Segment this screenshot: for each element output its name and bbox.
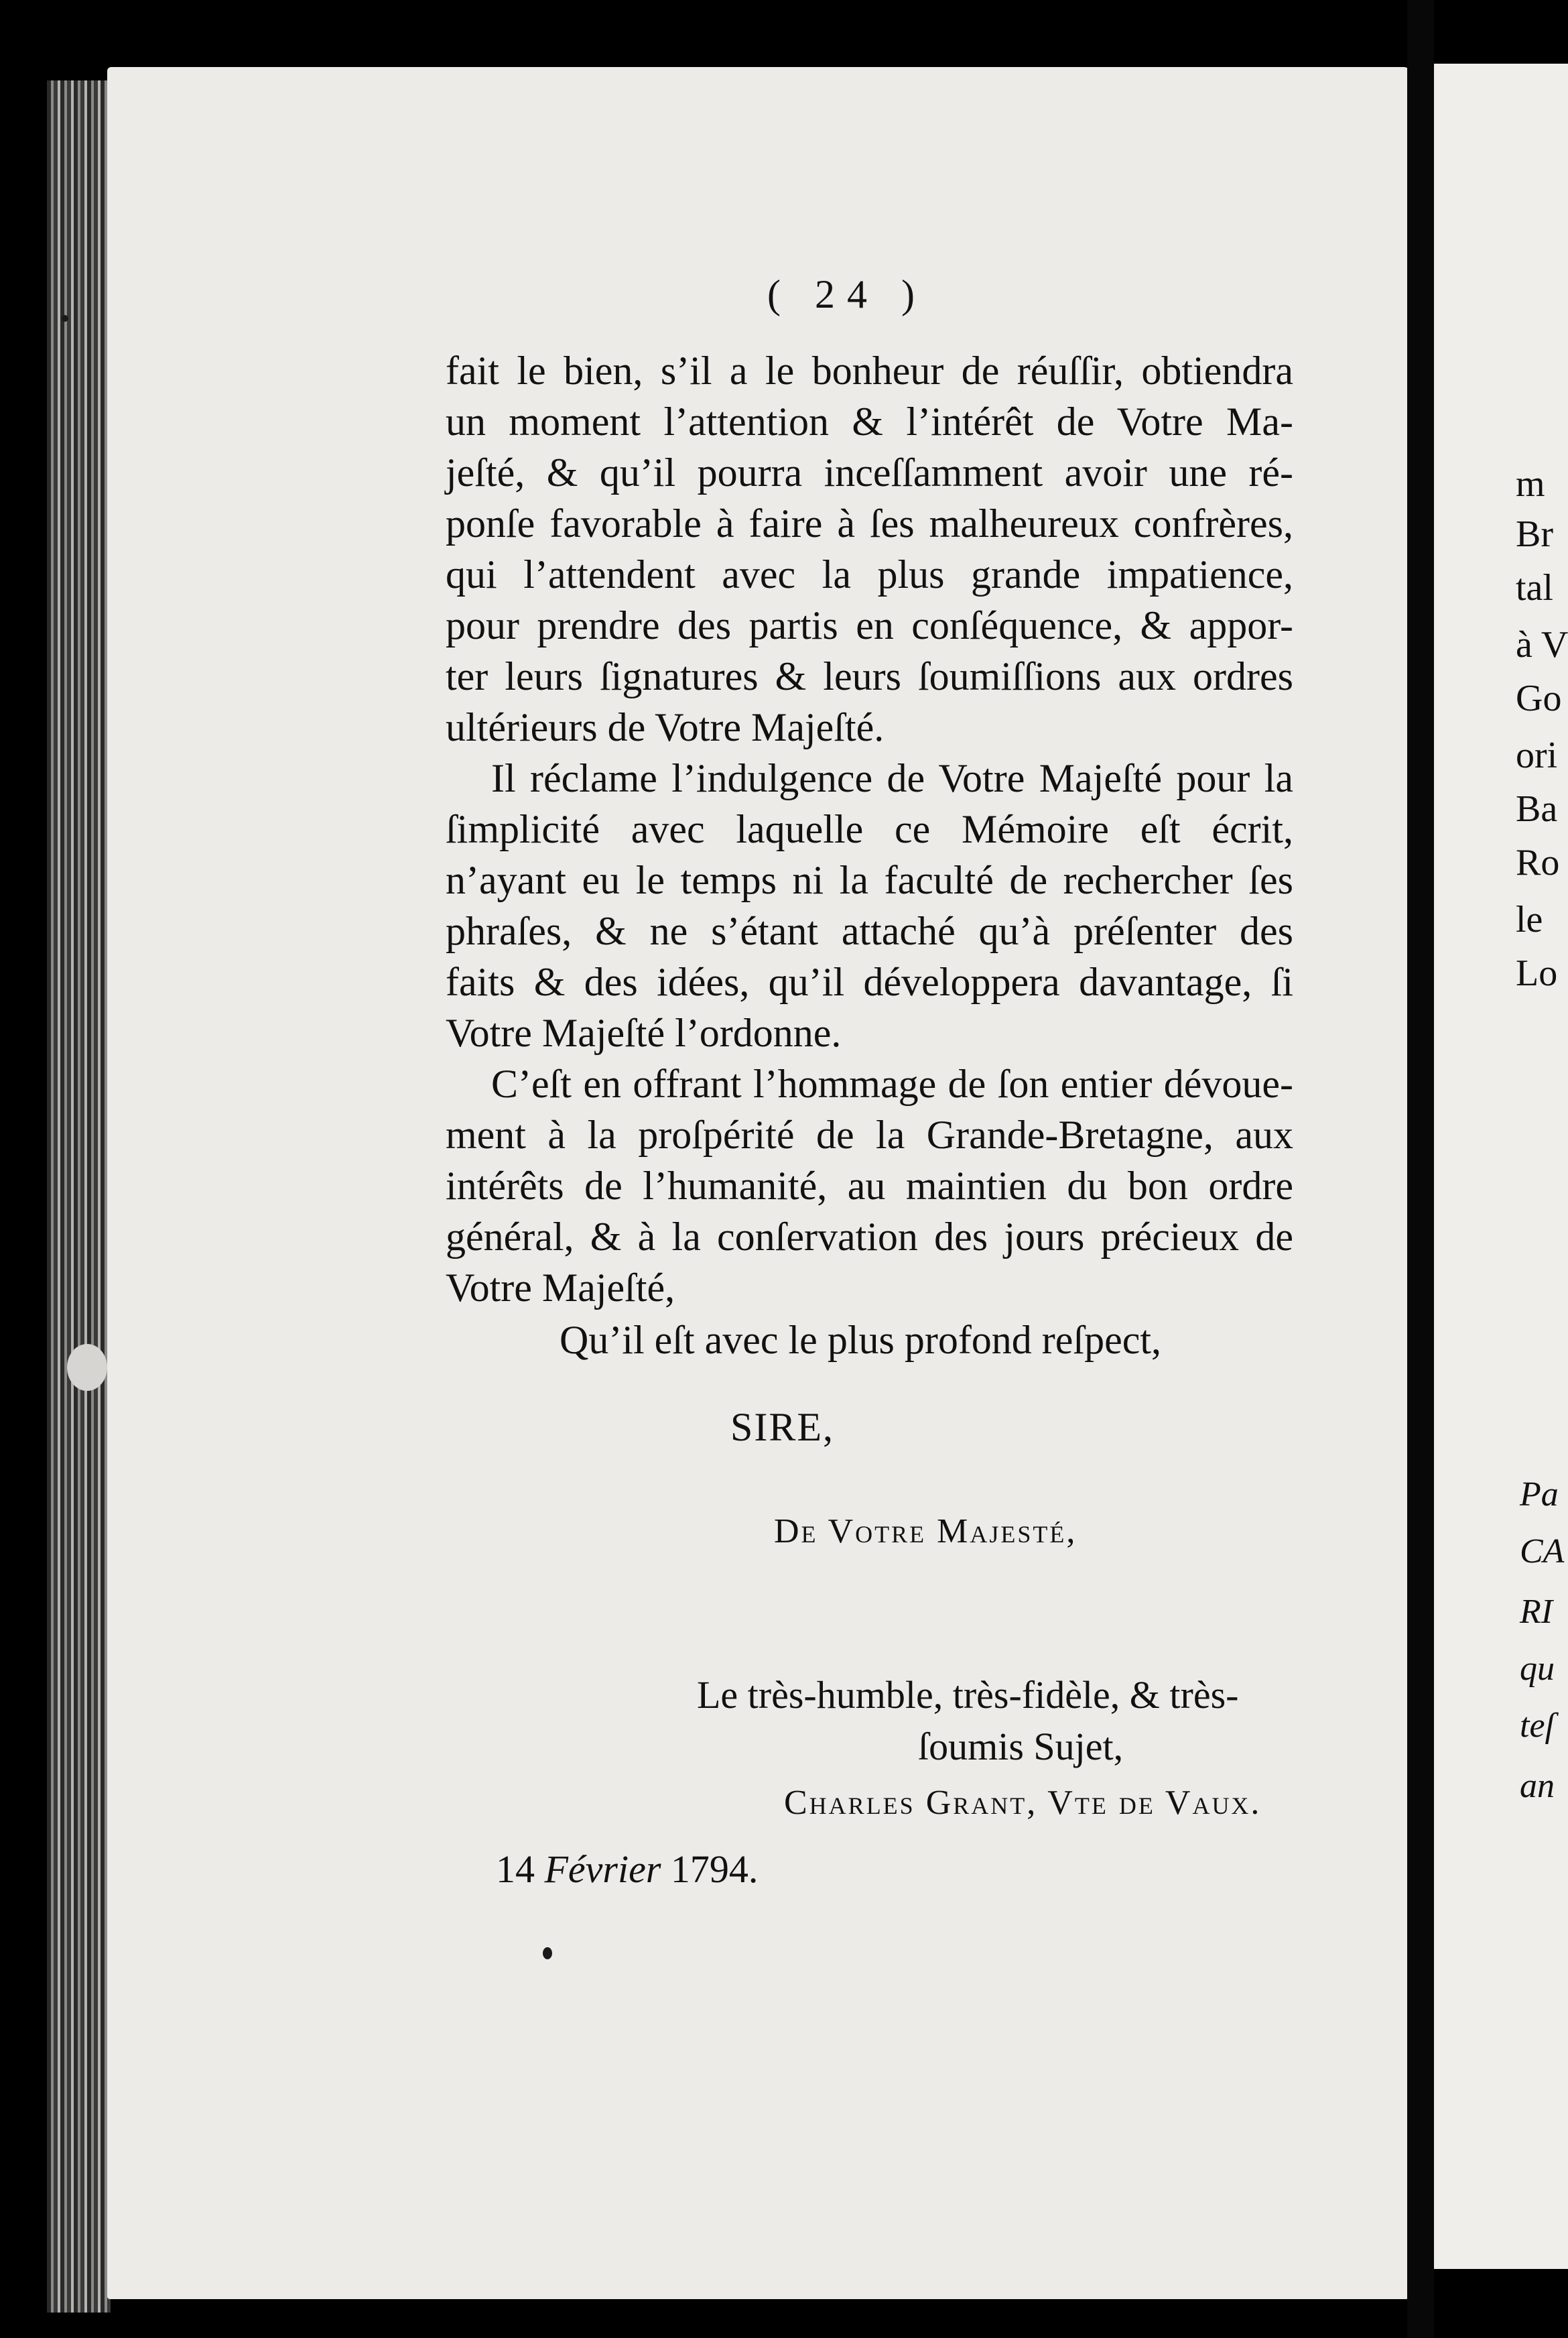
- facing-fragment-italic: Pa: [1520, 1475, 1559, 1514]
- text-line: ultérieurs de Votre Majeſté.: [446, 705, 885, 749]
- facing-fragment-italic: qu: [1520, 1650, 1555, 1688]
- facing-fragment-italic: RI: [1520, 1593, 1553, 1631]
- facing-fragment-italic: teſ: [1520, 1707, 1555, 1745]
- text-line: qui l’attendent avec la plus grande impatience,: [446, 552, 1293, 597]
- closing-humble-line-1: Le très-humble, très-fidèle, & très-: [697, 1673, 1239, 1717]
- text-line: un moment l’attention & l’intérêt de Votre Ma-: [446, 399, 1293, 444]
- date-day: 14: [496, 1847, 535, 1891]
- text-line: pour prendre des partis en conſéquence, & appor-: [446, 603, 1293, 648]
- date-line: [496, 1847, 758, 1892]
- text-line: ment à la proſpérité de la Grande-Bretagne, aux: [446, 1113, 1293, 1157]
- facing-fragment-italic: an: [1520, 1767, 1555, 1805]
- ink-speck: [62, 315, 68, 322]
- facing-fragment: Go: [1516, 678, 1562, 719]
- facing-fragment: Ba: [1516, 788, 1558, 830]
- closing-sire: SIRE,: [730, 1405, 835, 1449]
- facing-fragment: ori: [1516, 735, 1558, 776]
- text-line: jeſté, & qu’il pourra inceſſamment avoir une ré-: [446, 450, 1293, 495]
- page-edges: [47, 80, 111, 2313]
- text-line: fait le bien, s’il a le bonheur de réuſſir, obtiendra: [446, 349, 1293, 393]
- text-line: général, & à la conſervation des jours précieux de: [446, 1215, 1293, 1259]
- facing-fragment: Br: [1516, 513, 1553, 555]
- text-line: ſimplicité avec laquelle ce Mémoire eſt écrit,: [446, 807, 1293, 851]
- text-line: ter leurs ſignatures & leurs ſoumiſſions aux ordres: [446, 654, 1293, 698]
- book-gutter: [1407, 0, 1434, 2338]
- text-line: Il réclame l’indulgence de Votre Majeſté pour la: [491, 756, 1293, 800]
- signature: Charles Grant, Vte de Vaux.: [784, 1784, 1262, 1822]
- facing-fragment: Ro: [1516, 842, 1560, 883]
- facing-fragment: tal: [1516, 567, 1553, 609]
- closing-humble-line-2: ſoumis Sujet,: [918, 1725, 1124, 1768]
- facing-fragment: m: [1516, 463, 1545, 505]
- date-year: 1794.: [670, 1847, 759, 1891]
- ink-speck: [543, 1947, 552, 1959]
- paper-tear: [67, 1344, 107, 1391]
- closing-respect: Qu’il eſt avec le plus profond reſpect,: [560, 1318, 1162, 1362]
- text-line: Votre Majeſté l’ordonne.: [446, 1011, 842, 1055]
- text-line: faits & des idées, qu’il développera davantage, ſi: [446, 960, 1293, 1004]
- date-month: Février: [544, 1847, 661, 1891]
- page-number: ( 24 ): [767, 272, 927, 316]
- facing-fragment: le: [1516, 899, 1543, 940]
- text-line: intérêts de l’humanité, au maintien du bon ordre: [446, 1164, 1293, 1208]
- right-page: [1434, 64, 1568, 2269]
- facing-fragment-italic: CA: [1520, 1532, 1565, 1571]
- text-line: Votre Majeſté,: [446, 1266, 675, 1310]
- body-text: [446, 345, 1293, 1313]
- facing-fragment: Lo: [1516, 952, 1558, 994]
- text-line: C’eſt en offrant l’hommage de ſon entier dévoue-: [491, 1062, 1293, 1106]
- closing-majesty: De Votre Majesté,: [774, 1512, 1077, 1550]
- text-line: n’ayant eu le temps ni la faculté de rechercher ſes: [446, 858, 1293, 902]
- text-line: phraſes, & ne s’étant attaché qu’à préſenter des: [446, 909, 1293, 953]
- facing-fragment: à V: [1516, 624, 1568, 666]
- text-line: ponſe favorable à faire à ſes malheureux confrères,: [446, 501, 1293, 546]
